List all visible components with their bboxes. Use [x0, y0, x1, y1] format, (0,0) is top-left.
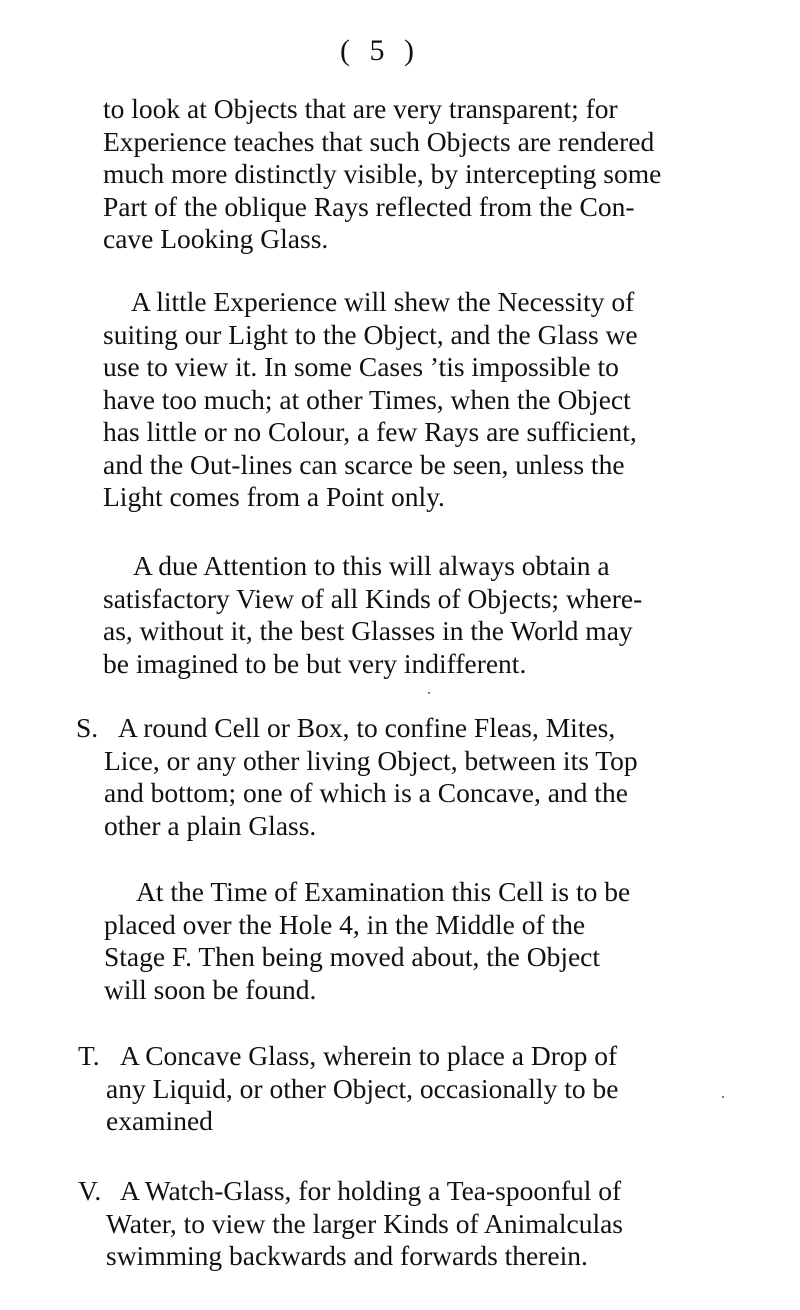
text-line: A Concave Glass, wherein to place a Drop of: [120, 1040, 618, 1071]
paragraph-suiting-light: [103, 286, 670, 514]
text-line: other a plain Glass.: [104, 809, 317, 841]
text-line: Experience teaches that such Objects are rendered: [103, 125, 655, 157]
text-line: will soon be found.: [104, 973, 317, 1005]
text-line: Water, to view the larger Kinds of Animalculas: [106, 1207, 624, 1239]
page-number: ( 5 ): [340, 34, 420, 67]
print-speck: [722, 1096, 724, 1098]
text-line: be imagined to be but very indifferent.: [103, 647, 527, 679]
text-line: Lice, or any other living Object, between its Top: [104, 744, 638, 776]
text-line: At the Time of Examination this Cell is to be: [136, 876, 631, 907]
text-line: suiting our Light to the Object, and the Glass we: [103, 318, 638, 350]
text-line: Light comes from a Point only.: [103, 481, 445, 512]
item-label-s: S.: [76, 712, 99, 743]
text-line: A Watch-Glass, for holding a Tea-spoonful of: [120, 1175, 622, 1206]
print-speck: [428, 692, 430, 694]
item-t-description: [106, 1040, 670, 1138]
text-line: satisfactory View of all Kinds of Objects; where-: [103, 582, 643, 614]
text-line: and the Out-lines can scarce be seen, unless the: [103, 448, 625, 480]
item-s-examination: [104, 876, 670, 1006]
text-line: Part of the oblique Rays reflected from the Con-: [103, 190, 635, 222]
item-s-description: [104, 712, 670, 842]
text-line: use to view it. In some Cases ’tis impossible to: [103, 351, 619, 382]
item-label-t: T.: [78, 1040, 100, 1071]
text-line: as, without it, the best Glasses in the World may: [103, 615, 633, 646]
paragraph-due-attention: [103, 550, 670, 680]
item-label-v: V.: [78, 1175, 102, 1206]
text-line: any Liquid, or other Object, occasionally to be: [106, 1072, 619, 1104]
text-line: Stage F. Then being moved about, the Object: [104, 941, 601, 972]
text-line: A due Attention to this will always obtain a: [133, 550, 610, 581]
text-line: to look at Objects that are very transparent; for: [103, 93, 618, 124]
text-line: have too much; at other Times, when the Object: [103, 383, 631, 415]
text-line: placed over the Hole 4, in the Middle of the: [104, 908, 586, 940]
text-line: has little or no Colour, a few Rays are sufficient,: [103, 416, 637, 447]
text-line: swimming backwards and forwards therein.: [106, 1240, 588, 1271]
text-line: and bottom; one of which is a Concave, and the: [104, 777, 628, 808]
paragraph-transparent-objects: [103, 93, 670, 256]
item-v-description: [106, 1175, 670, 1273]
text-line: A round Cell or Box, to confine Fleas, Mites,: [118, 712, 616, 743]
text-line: cave Looking Glass.: [103, 223, 329, 254]
text-line: examined: [106, 1105, 213, 1136]
text-line: A little Experience will shew the Necessity of: [131, 286, 635, 317]
text-line: much more distinctly visible, by intercepting some: [103, 158, 662, 189]
